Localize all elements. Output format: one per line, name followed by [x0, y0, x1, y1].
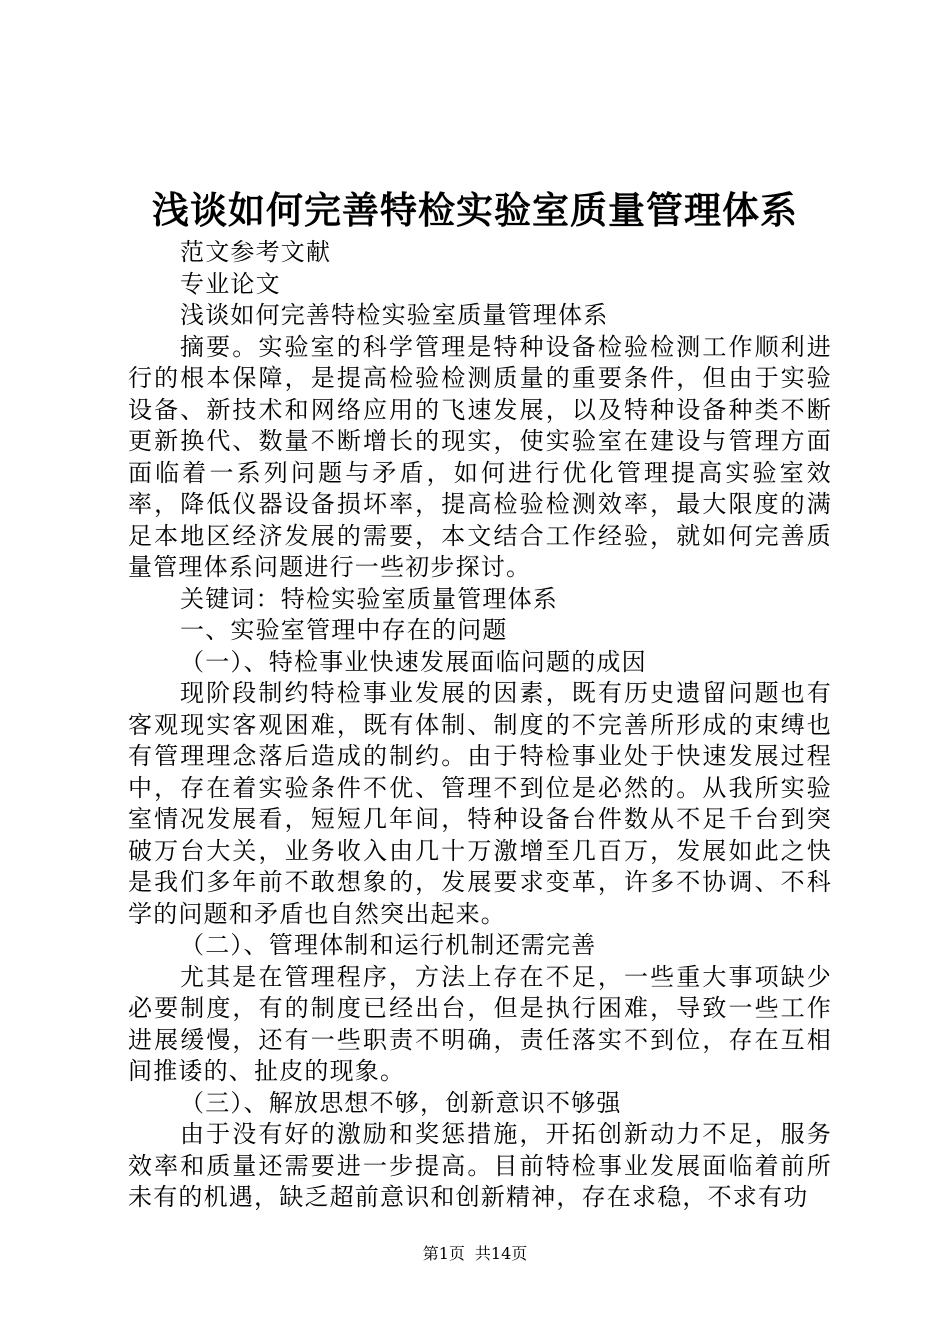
- paragraph-subtitle: 浅谈如何完善特检实验室质量管理体系: [180, 301, 609, 329]
- paragraph-body: 由于没有好的激励和奖惩措施，开拓创新动力不足，服务效率和质量还需要进一步提高。目前特检事业发展面临着前所未有的机遇，缺乏超前意识和创新精神，存在求稳，不求有功: [128, 1120, 832, 1211]
- document-body: [128, 237, 832, 1214]
- paragraph-category: 专业论文: [180, 269, 281, 298]
- page-number: 第1页: [422, 1244, 465, 1263]
- paragraph-body: 尤其是在管理程序，方法上存在不足，一些重大事项缺少必要制度，有的制度已经出台，但是执行困难，导致一些工作进展缓慢，还有一些职责不明确，责任落实不到位，存在互相间推诿的、扯皮的现象。: [128, 962, 832, 1085]
- page-footer: [0, 1243, 950, 1265]
- paragraph-keywords: 关键词：特检实验室质量管理体系: [180, 584, 558, 613]
- page-total: 共14页: [474, 1244, 528, 1263]
- paragraph-body: 现阶段制约特检事业发展的因素，既有历史遗留问题也有客观现实客观困难，既有体制、制度的不完善所形成的束缚也有管理理念落后造成的制约。由于特检事业处于快速发展过程中，存在着实验条件不优、管理不到位是必然的。从我所实验室情况发展看，短短几年间，特种设备台件数从不足千台到突破万台大关，业务收入由几十万激增至几百万，发展如此之快是我们多年前不敢想象的，发展要求变革，许多不协调、不科学的问题和矛盾也自然突出起来。: [128, 679, 832, 928]
- paragraph-abstract: 摘要。实验室的科学管理是特种设备检验检测工作顺利进行的根本保障，是提高检验检测质量的重要条件，但由于实验设备、新技术和网络应用的飞速发展，以及特种设备种类不断更新换代、数量不断增长的现实，使实验室在建设与管理方面面临着一系列问题与矛盾，如何进行优化管理提高实验室效率，降低仪器设备损坏率，提高检验检测效率，最大限度的满足本地区经济发展的需要，本文结合工作经验，就如何完善质量管理体系问题进行一些初步探讨。: [128, 332, 832, 581]
- document-title: 浅谈如何完善特检实验室质量管理体系: [152, 188, 798, 232]
- heading-subsection-3: （三）、解放思想不够，创新意识不够强: [180, 1088, 622, 1117]
- heading-subsection-1: （一）、特检事业快速发展面临问题的成因: [180, 647, 647, 676]
- heading-subsection-2: （二）、管理体制和运行机制还需完善: [180, 931, 597, 959]
- paragraph-source-note: 范文参考文献: [180, 238, 332, 266]
- heading-section-1: 一、实验室管理中存在的问题: [180, 616, 508, 644]
